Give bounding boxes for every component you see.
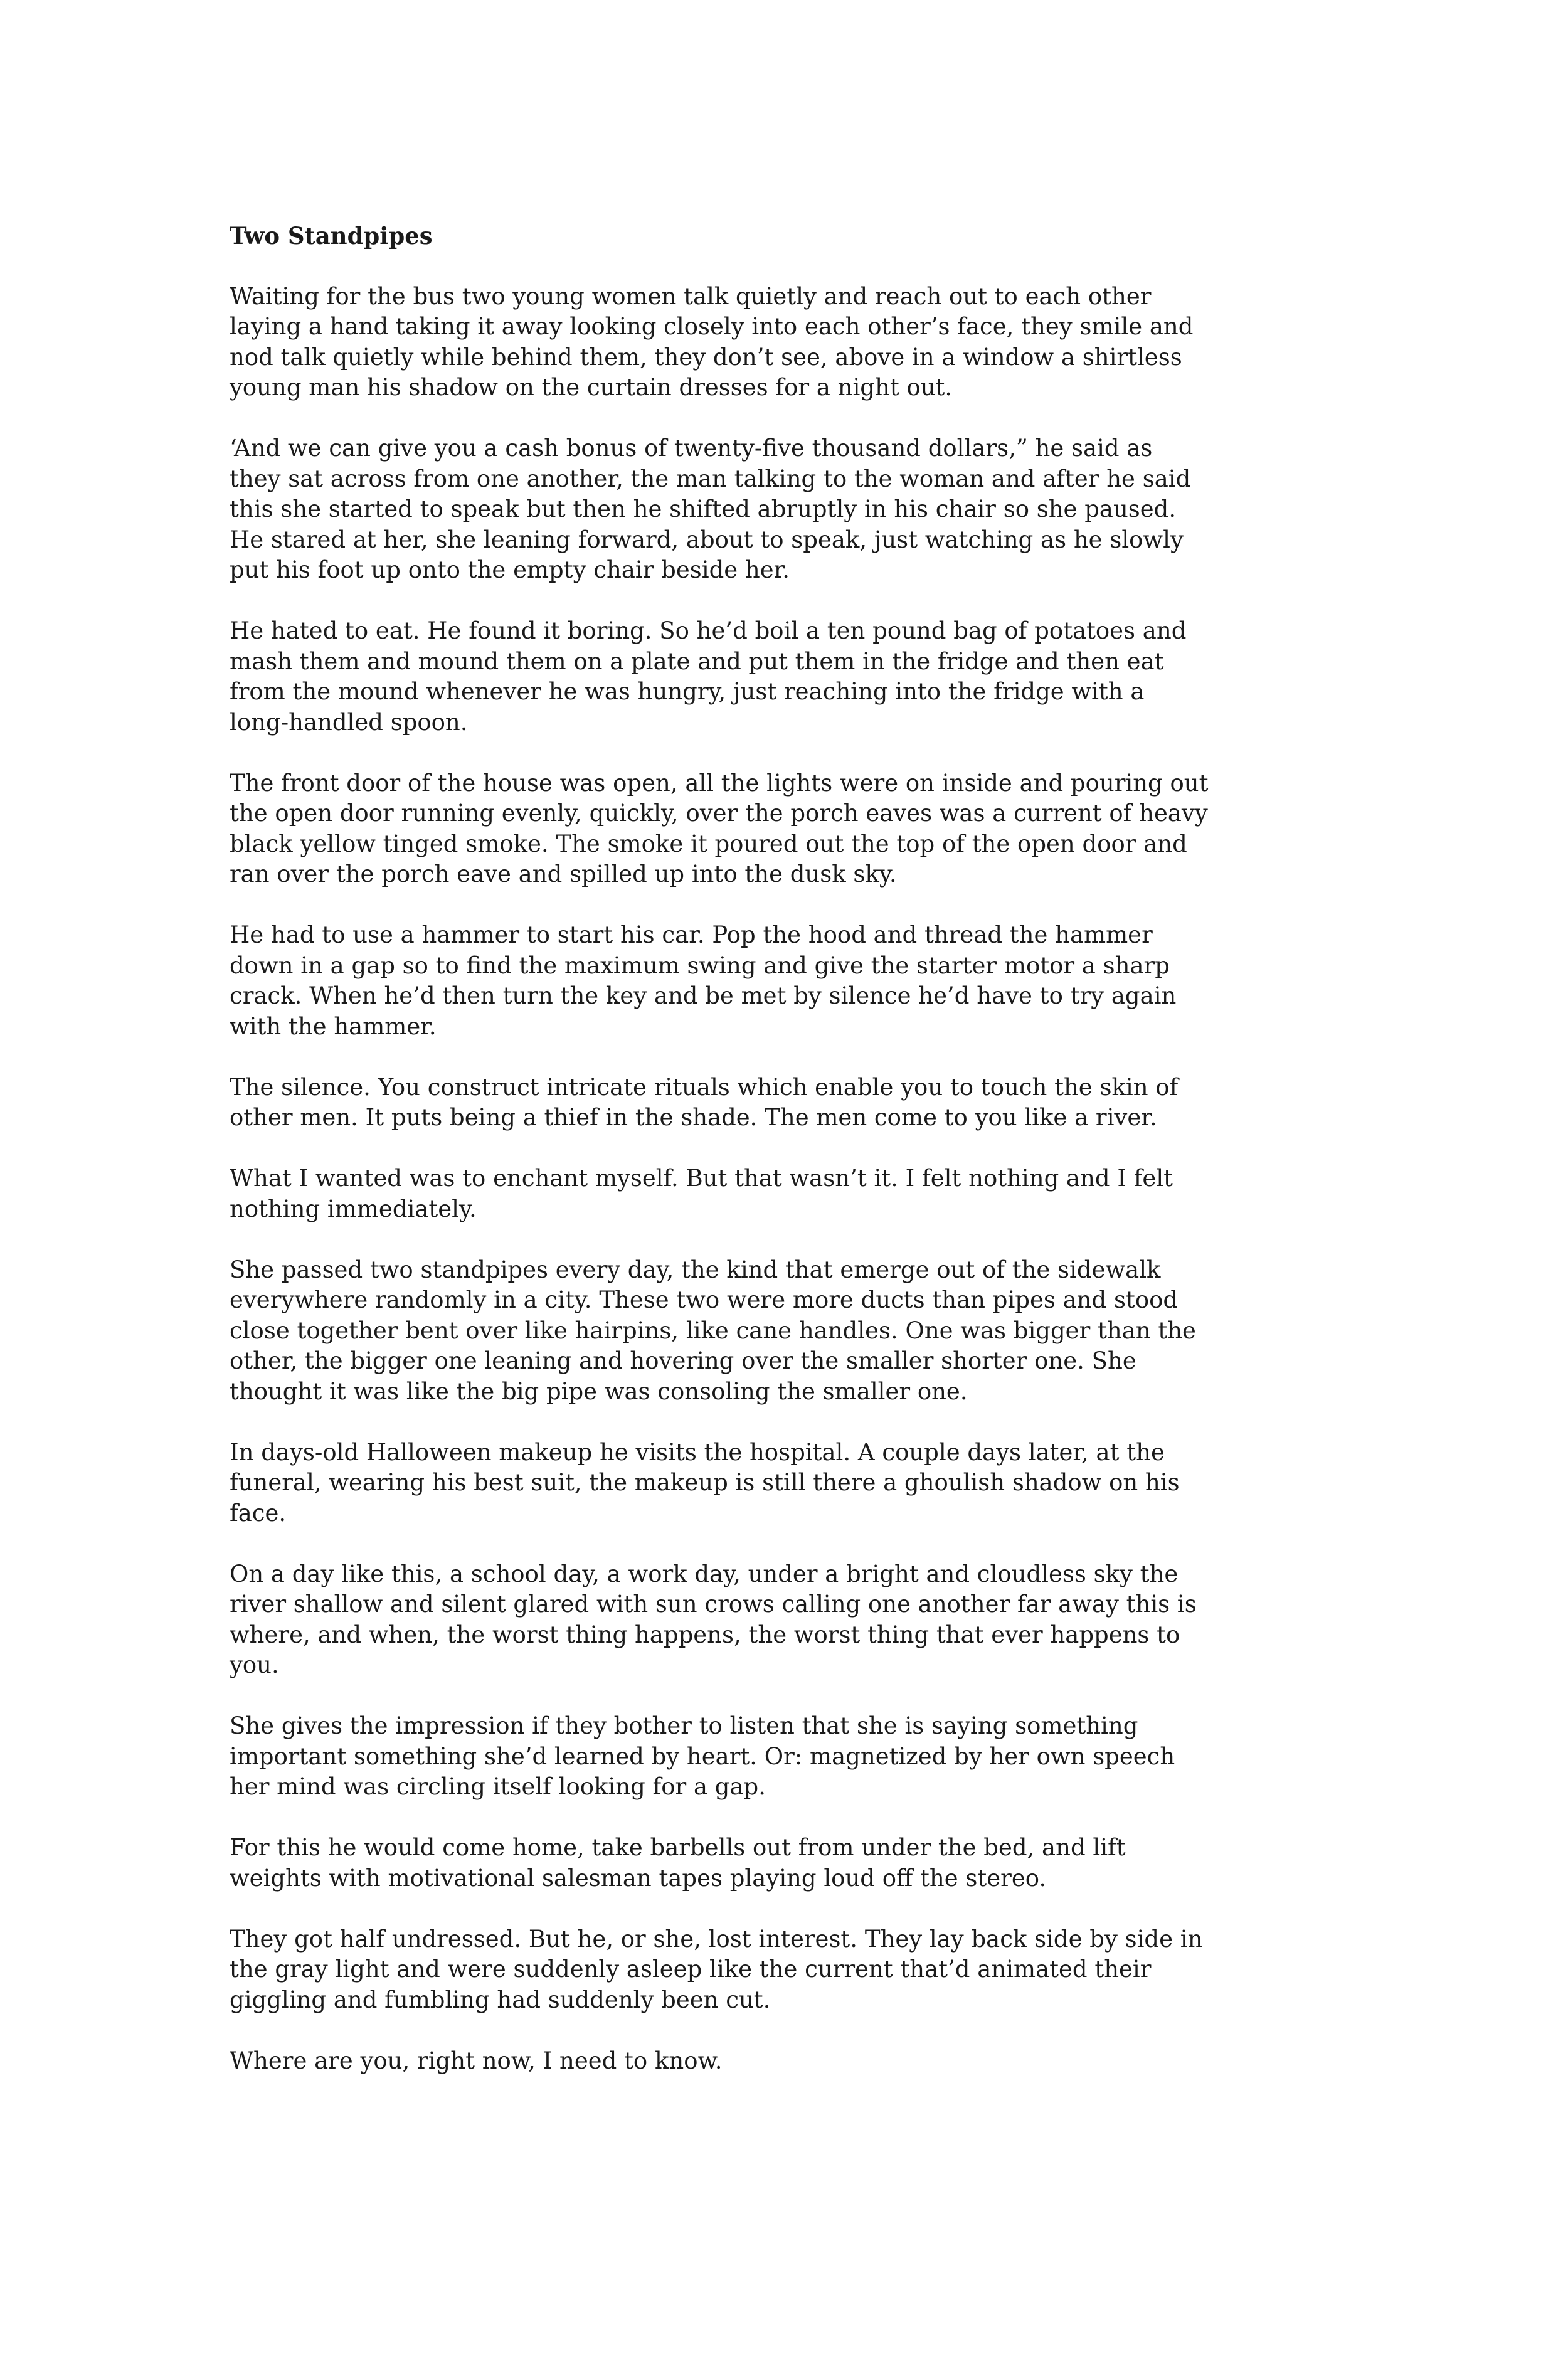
paragraph — [230, 1924, 1233, 2016]
text-line: On a day like this, a school day, a work day, under a bright and cloudless sky the — [230, 1560, 1179, 1587]
text-line: In days-old Halloween makeup he visits the hospital. A couple days later, at the — [230, 1438, 1165, 1466]
text-line: thought it was like the big pipe was consoling the smaller one. — [230, 1377, 968, 1405]
document-title: Two Standpipes — [230, 222, 433, 250]
text-line: laying a hand taking it away looking closely into each other’s face, they smile and — [230, 313, 1194, 340]
document-body — [230, 221, 1233, 2107]
text-line: other, the bigger one leaning and hovering over the smaller shorter one. She — [230, 1347, 1136, 1374]
text-line: her mind was circling itself looking for a gap. — [230, 1773, 766, 1800]
text-line: The silence. You construct intricate rituals which enable you to touch the skin of — [230, 1073, 1179, 1101]
paragraph — [230, 1438, 1233, 1529]
text-line: The front door of the house was open, all the lights were on inside and pouring out — [230, 769, 1209, 797]
text-line: black yellow tinged smoke. The smoke it poured out the top of the open door and — [230, 830, 1187, 857]
text-line: nod talk quietly while behind them, they don’t see, above in a window a shirtless — [230, 343, 1182, 371]
paragraph — [230, 768, 1233, 890]
text-line: giggling and fumbling had suddenly been cut. — [230, 1986, 771, 2013]
text-line: He had to use a hammer to start his car. Pop the hood and thread the hammer — [230, 921, 1153, 948]
text-line: the open door running evenly, quickly, over the porch eaves was a current of heavy — [230, 800, 1208, 827]
text-line: They got half undressed. But he, or she, lost interest. They lay back side by side in — [230, 1925, 1203, 1953]
text-line: down in a gap so to find the maximum swing and give the starter motor a sharp — [230, 951, 1170, 979]
paragraph — [230, 1255, 1233, 1407]
paragraph — [230, 1163, 1233, 1224]
text-line: He stared at her, she leaning forward, about to speak, just watching as he slowly — [230, 526, 1184, 553]
paragraph — [230, 1711, 1233, 1803]
text-line: from the mound whenever he was hungry, just reaching into the fridge with a — [230, 678, 1145, 705]
paragraph-list — [230, 282, 1233, 2077]
text-line: the gray light and were suddenly asleep like the current that’d animated their — [230, 1956, 1152, 1983]
paragraph — [230, 616, 1233, 738]
paragraph — [230, 1833, 1233, 1894]
text-line: She passed two standpipes every day, the kind that emerge out of the sidewalk — [230, 1256, 1161, 1283]
text-line: crack. When he’d then turn the key and be met by silence he’d have to try again — [230, 982, 1177, 1009]
text-line: young man his shadow on the curtain dresses for a night out. — [230, 374, 953, 401]
text-line: ‘And we can give you a cash bonus of twenty-five thousand dollars,” he said as — [230, 435, 1153, 462]
text-line: ran over the porch eave and spilled up into the dusk sky. — [230, 861, 897, 888]
paragraph — [230, 1559, 1233, 1681]
text-line: other men. It puts being a thief in the shade. The men come to you like a river. — [230, 1104, 1157, 1131]
paragraph — [230, 2046, 1233, 2077]
text-line: you. — [230, 1651, 279, 1678]
text-line: this she started to speak but then he shifted abruptly in his chair so she paused. — [230, 496, 1177, 522]
text-line: He hated to eat. He found it boring. So he’d boil a ten pound bag of potatoes and — [230, 617, 1187, 644]
text-line: close together bent over like hairpins, like cane handles. One was bigger than the — [230, 1317, 1196, 1344]
text-line: She gives the impression if they bother to listen that she is saying something — [230, 1712, 1138, 1739]
text-line: Where are you, right now, I need to know. — [230, 2047, 723, 2074]
text-line: nothing immediately. — [230, 1195, 477, 1222]
text-line: funeral, wearing his best suit, the makeup is still there a ghoulish shadow on his — [230, 1469, 1180, 1496]
text-line: important something she’d learned by heart. Or: magnetized by her own speech — [230, 1742, 1175, 1770]
paragraph — [230, 282, 1233, 403]
text-line: with the hammer. — [230, 1012, 437, 1040]
text-line: put his foot up onto the empty chair beside her. — [230, 556, 790, 583]
text-line: What I wanted was to enchant myself. But that wasn’t it. I felt nothing and I felt — [230, 1165, 1173, 1192]
paragraph — [230, 1073, 1233, 1133]
text-line: face. — [230, 1499, 287, 1527]
text-line: weights with motivational salesman tapes playing loud off the stereo. — [230, 1864, 1047, 1892]
text-line: For this he would come home, take barbells out from under the bed, and lift — [230, 1834, 1126, 1861]
text-line: mash them and mound them on a plate and put them in the fridge and then eat — [230, 647, 1164, 675]
paragraph — [230, 920, 1233, 1042]
paragraph — [230, 433, 1233, 586]
text-line: river shallow and silent glared with sun crows calling one another far away this is — [230, 1591, 1197, 1618]
text-line: Waiting for the bus two young women talk quietly and reach out to each other — [230, 282, 1152, 310]
text-line: where, and when, the worst thing happens, the worst thing that ever happens to — [230, 1621, 1180, 1648]
text-line: long-handled spoon. — [230, 708, 468, 736]
text-line: they sat across from one another, the man talking to the woman and after he said — [230, 465, 1191, 492]
text-line: everywhere randomly in a city. These two were more ducts than pipes and stood — [230, 1286, 1179, 1313]
